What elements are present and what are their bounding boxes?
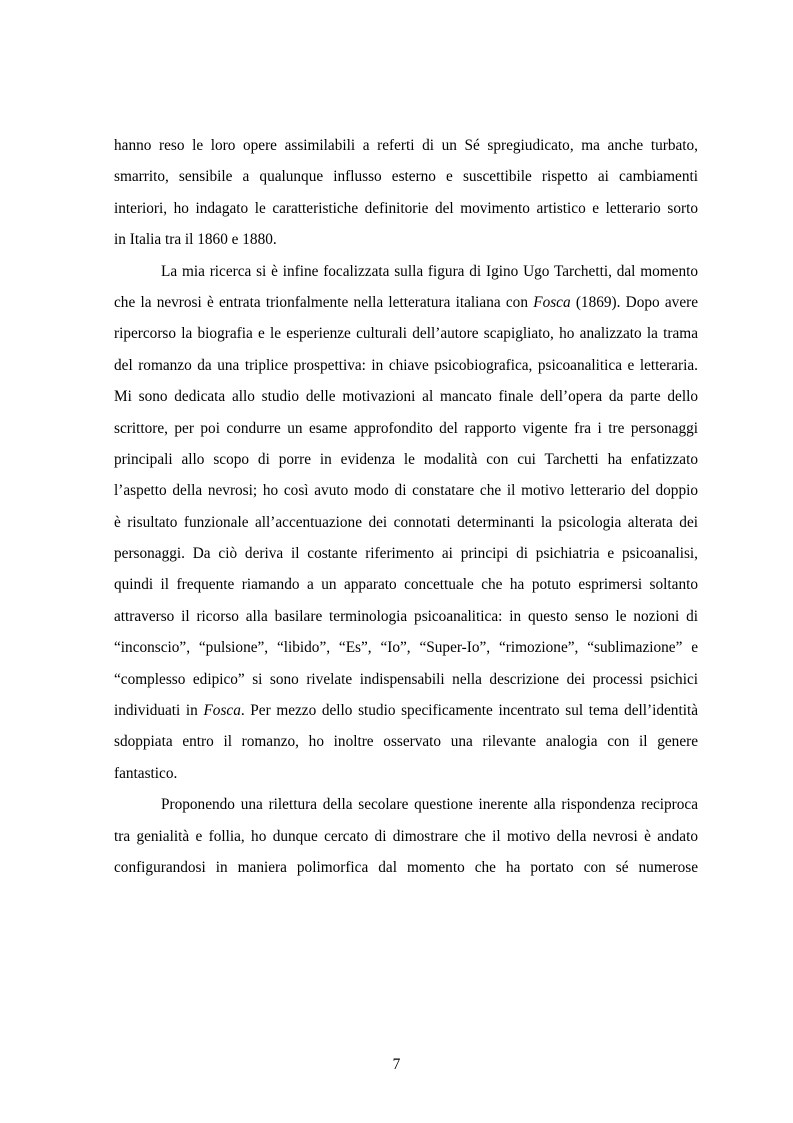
text-line: in Italia tra il 1860 e 1880. [114, 231, 277, 249]
page-body [114, 130, 698, 883]
text-line: La mia ricerca si è infine focalizzata sulla figura di Igino Ugo Tarchetti, dal momento [161, 262, 698, 280]
text-line: personaggi. Da ciò deriva il costante riferimento ai principi di psichiatria e psicoanalisi, [114, 545, 698, 563]
text-line: sdoppiata entro il romanzo, ho inoltre osservato una rilevante analogia con il genere [114, 733, 698, 751]
text-line: scrittore, per poi condurre un esame approfondito del rapporto vigente fra i tre personaggi [114, 419, 698, 437]
paragraph-2 [114, 256, 698, 790]
text-line [114, 287, 698, 318]
text-line: “complesso edipico” si sono rivelate indispensabili nella descrizione dei processi psichici [114, 670, 698, 688]
text-line: “inconscio”, “pulsione”, “libido”, “Es”, “Io”, “Super-Io”, “rimozione”, “sublimazione” e [114, 639, 698, 657]
text-line: smarrito, sensibile a qualunque influsso esterno e suscettibile rispetto ai cambiamenti [114, 168, 698, 186]
page-number: 7 [392, 1056, 401, 1073]
text-segment: . Per mezzo dello studio specificamente incentrato sul tema dell’identità [240, 702, 698, 720]
text-line: configurandosi in maniera polimorfica dal momento che ha portato con sé numerose [114, 858, 698, 876]
text-line: hanno reso le loro opere assimilabili a referti di un Sé spregiudicato, ma anche turbato, [114, 137, 698, 154]
italic-title: Fosca [533, 293, 571, 311]
text-line: quindi il frequente riamando a un apparato concettuale che ha potuto esprimersi soltanto [114, 576, 698, 594]
text-segment: individuati in [114, 702, 204, 720]
text-line: interiori, ho indagato le caratteristiche definitorie del movimento artistico e letterario sorto [114, 199, 698, 217]
text-line: attraverso il ricorso alla basilare terminologia psicoanalitica: in questo senso le nozioni di [114, 607, 698, 625]
text-line: principali allo scopo di porre in evidenza le modalità con cui Tarchetti ha enfatizzato [114, 450, 698, 468]
text-line: Proponendo una rilettura della secolare questione inerente alla rispondenza reciproca [161, 796, 698, 814]
text-line: del romanzo da una triplice prospettiva: in chiave psicobiografica, psicoanalitica e letteraria. [114, 356, 698, 374]
text-line: è risultato funzionale all’accentuazione dei connotati determinanti la psicologia alterata dei [114, 513, 698, 531]
text-line: l’aspetto della nevrosi; ho così avuto modo di constatare che il motivo letterario del doppio [114, 482, 698, 500]
text-line: Mi sono dedicata allo studio delle motivazioni al mancato finale dell’opera da parte dello [114, 388, 698, 406]
paragraph-3 [114, 789, 698, 883]
italic-title: Fosca [203, 702, 241, 720]
text-line: fantastico. [114, 764, 178, 782]
text-segment: (1869). Dopo avere [570, 293, 699, 311]
paragraph-1 [114, 130, 698, 256]
text-line [114, 695, 698, 726]
text-line: tra genialità e follia, ho dunque cercato di dimostrare che il motivo della nevrosi è andato [114, 827, 698, 845]
text-line: ripercorso la biografia e le esperienze culturali dell’autore scapigliato, ho analizzato la trama [114, 325, 698, 343]
text-segment: che la nevrosi è entrata trionfalmente nella letteratura italiana con [114, 293, 534, 311]
